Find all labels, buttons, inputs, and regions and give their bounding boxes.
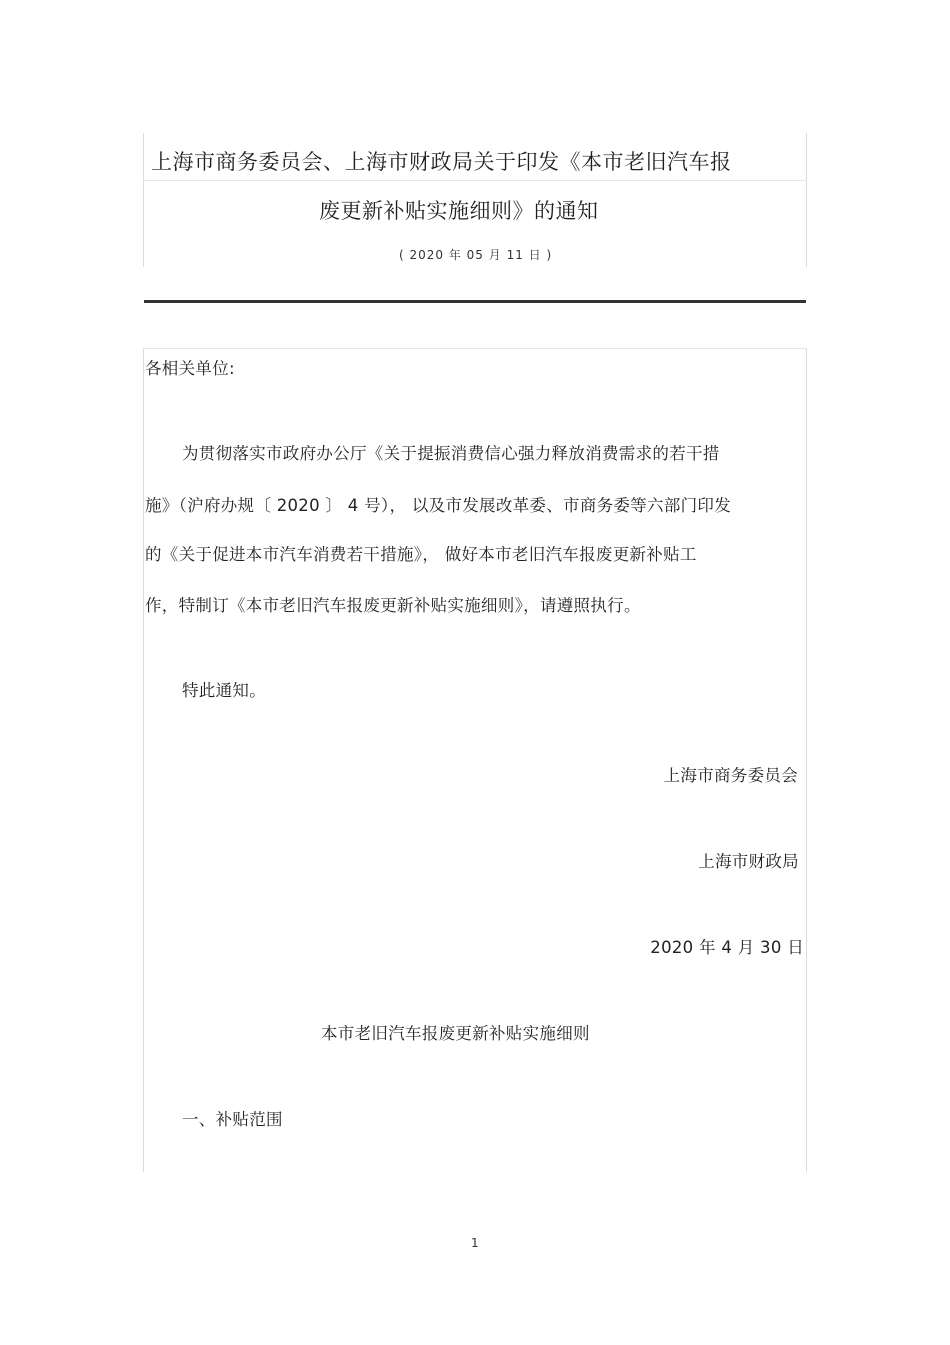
paragraph-line-2: 施》（沪府办规〔 2020 〕 4 号）， 以及市发展改革委、市商务委等六部门印发 xyxy=(145,496,732,515)
frame-right-top xyxy=(806,133,807,267)
notice-text: 特此通知。 xyxy=(182,681,266,700)
publish-date: ( 2020 年 05 月 11 日 ) xyxy=(399,248,553,262)
paragraph-line-4: 作，特制订《本市老旧汽车报废更新补贴实施细则》，请遵照执行。 xyxy=(145,596,641,615)
document-title-line2: 废更新补贴实施细则》的通知 xyxy=(319,199,599,223)
section-heading-1: 一、补贴范围 xyxy=(182,1110,283,1129)
attachment-title: 本市老旧汽车报废更新补贴实施细则 xyxy=(321,1024,590,1043)
frame-body-top xyxy=(143,348,807,349)
frame-left-top xyxy=(143,133,144,267)
document-title-line1: 上海市商务委员会、上海市财政局关于印发《本市老旧汽车报 xyxy=(151,150,732,174)
sign-date: 2020 年 4 月 30 日 xyxy=(650,938,804,957)
signatory-commerce: 上海市商务委员会 xyxy=(663,766,798,785)
page-number: 1 xyxy=(471,1236,479,1250)
paragraph-line-1: 为贯彻落实市政府办公厅《关于提振消费信心强力释放消费需求的若干措 xyxy=(182,444,720,463)
signatory-finance: 上海市财政局 xyxy=(698,852,799,871)
frame-left-body xyxy=(143,348,144,1172)
salutation: 各相关单位: xyxy=(145,359,235,378)
paragraph-line-3: 的《关于促进本市汽车消费若干措施》， 做好本市老旧汽车报废更新补贴工 xyxy=(145,545,697,564)
frame-right-body xyxy=(806,348,807,1172)
frame-mid-top xyxy=(143,180,807,181)
title-divider xyxy=(144,300,806,303)
